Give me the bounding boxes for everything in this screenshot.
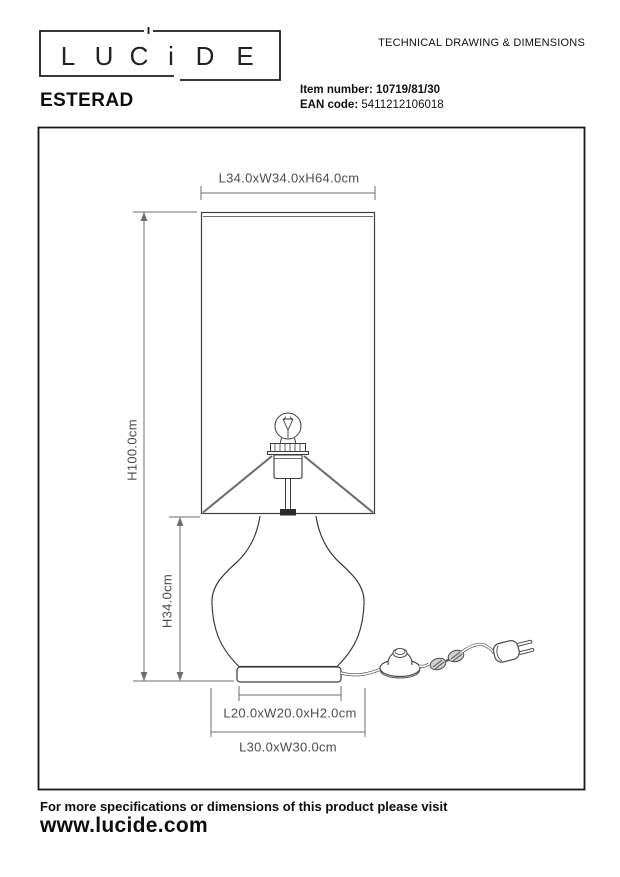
- logo-letter: D: [195, 41, 215, 71]
- dim-label-base-width: L30.0xW30.0cm: [239, 739, 337, 755]
- power-plug: [492, 636, 535, 664]
- dim-label-shade: L34.0xW34.0xH64.0cm: [218, 170, 360, 186]
- footer-note: For more specifications or dimensions of this product please visit: [40, 799, 448, 814]
- item-number-label: Item number:: [300, 84, 373, 96]
- plug-pin: [517, 640, 532, 646]
- power-cord: [341, 669, 381, 675]
- logo-letter: E: [236, 41, 254, 71]
- lamp-base-vase: [212, 516, 364, 667]
- dim-label-total-height: H100.0cm: [124, 419, 140, 481]
- cord-knots: [419, 644, 494, 671]
- item-number-value: 10719/81/30: [376, 84, 440, 96]
- stem-collar: [280, 509, 296, 516]
- ean-value: 5411212106018: [361, 99, 444, 111]
- document-title: TECHNICAL DRAWING & DIMENSIONS: [378, 37, 585, 49]
- dim-label-foot-plate: L20.0xW20.0xH2.0cm: [223, 705, 357, 721]
- logo-letter: U: [94, 41, 114, 71]
- dim-label-base-height: H34.0cm: [159, 573, 175, 629]
- product-name: ESTERAD: [40, 90, 134, 111]
- ean-label: EAN code:: [300, 99, 359, 111]
- foot-switch: [380, 649, 420, 679]
- logo-letter: C: [129, 41, 149, 71]
- logo-letter: L: [60, 41, 76, 71]
- footer-website-link[interactable]: www.lucide.com: [40, 814, 208, 837]
- plug-pin: [519, 648, 534, 654]
- foot-plate: [237, 667, 341, 682]
- logo-letter: i: [168, 41, 174, 71]
